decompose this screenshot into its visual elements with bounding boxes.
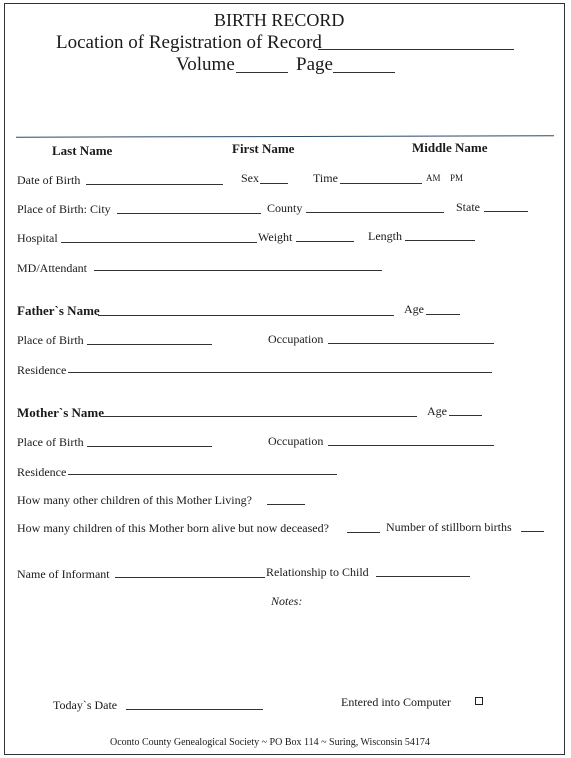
mother-occupation-label: Occupation (268, 434, 324, 448)
todays-date-field[interactable] (126, 709, 263, 710)
mother-age-label: Age (427, 404, 447, 418)
mother-place-label: Place of Birth (17, 435, 84, 449)
informant-label: Name of Informant (17, 567, 110, 581)
entered-label: Entered into Computer (341, 695, 451, 709)
birth-record-form (4, 3, 565, 755)
birth-city-label: Place of Birth: City (17, 202, 111, 216)
mother-name-field[interactable] (101, 416, 417, 417)
children-living-label: How many other children of this Mother Living? (17, 493, 252, 507)
page-label: Page (296, 54, 333, 75)
middle-name-label: Middle Name (412, 140, 488, 155)
length-label: Length (368, 229, 402, 243)
weight-field[interactable] (296, 241, 354, 242)
state-field[interactable] (484, 211, 528, 212)
first-name-label: First Name (232, 141, 295, 156)
father-name-label: Father`s Name (17, 303, 100, 318)
time-field[interactable] (340, 183, 422, 184)
todays-date-label: Today`s Date (53, 698, 118, 712)
hospital-label: Hospital (17, 231, 58, 245)
mother-residence-field[interactable] (68, 474, 337, 475)
mother-age-field[interactable] (449, 415, 482, 416)
weight-label: Weight (258, 230, 293, 244)
dob-field[interactable] (86, 184, 223, 185)
mother-occupation-field[interactable] (328, 445, 494, 446)
sex-label: Sex (241, 171, 259, 185)
mother-place-field[interactable] (87, 446, 212, 447)
children-living-field[interactable] (267, 504, 305, 505)
father-name-field[interactable] (98, 315, 394, 316)
last-name-label: Last Name (52, 143, 113, 158)
father-occupation-label: Occupation (268, 332, 324, 346)
dob-label: Date of Birth (17, 173, 81, 187)
attendant-field[interactable] (94, 270, 382, 271)
mother-residence-label: Residence (17, 465, 67, 479)
volume-label: Volume (176, 54, 235, 75)
birth-city-field[interactable] (117, 213, 261, 214)
entered-checkbox[interactable] (475, 697, 483, 705)
father-residence-field[interactable] (68, 372, 492, 373)
mother-name-label: Mother`s Name (17, 405, 104, 420)
time-label: Time (313, 171, 338, 185)
children-deceased-label: How many children of this Mother born alive but now deceased? (17, 521, 329, 535)
relationship-label: Relationship to Child (266, 565, 369, 579)
pm-label: PM (450, 173, 464, 183)
children-deceased-field[interactable] (347, 532, 380, 533)
sex-field[interactable] (260, 183, 288, 184)
father-place-label: Place of Birth (17, 333, 84, 347)
stillborn-field[interactable] (521, 531, 544, 532)
father-residence-label: Residence (17, 363, 67, 377)
county-field[interactable] (306, 212, 444, 213)
county-label: County (267, 201, 303, 215)
hospital-field[interactable] (61, 242, 257, 243)
father-occupation-field[interactable] (328, 343, 494, 344)
father-age-field[interactable] (426, 314, 460, 315)
father-age-label: Age (404, 302, 424, 316)
location-field[interactable] (318, 49, 514, 50)
stillborn-label: Number of stillborn births (386, 520, 512, 534)
father-place-field[interactable] (87, 344, 212, 345)
form-title: BIRTH RECORD (214, 10, 345, 30)
volume-field[interactable] (236, 72, 288, 73)
notes-label: Notes: (271, 594, 303, 608)
attendant-label: MD/Attendant (17, 261, 87, 275)
location-label: Location of Registration of Record (56, 32, 322, 53)
relationship-field[interactable] (376, 576, 470, 577)
state-label: State (456, 200, 480, 214)
length-field[interactable] (405, 240, 475, 241)
am-label: AM (426, 173, 441, 183)
informant-field[interactable] (115, 577, 265, 578)
society-footer: Oconto County Genealogical Society ~ PO Box 114 ~ Suring, Wisconsin 54174 (110, 737, 430, 748)
page-field[interactable] (333, 72, 395, 73)
